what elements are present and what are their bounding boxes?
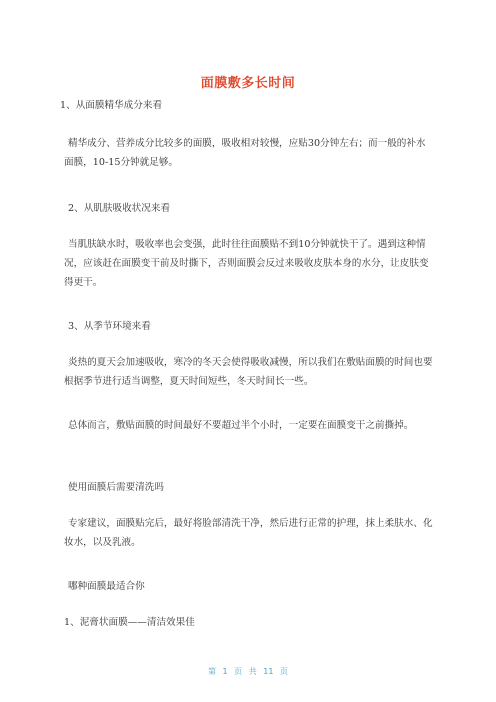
mud-mask-heading: 1、泥膏状面膜——清洁效果佳 (64, 617, 195, 628)
paragraph-3-heading: 3、从季节环境来看 (68, 321, 151, 332)
document-title: 面膜敷多长时间 (200, 76, 296, 91)
cleaning-body: 专家建议，面膜贴完后，最好将脸部清洗干净，然后进行正常的护理，抹上柔肤水、化妆水，以及乳液。 (64, 518, 433, 548)
page-footer: 第 1 页 共 11 页 (208, 667, 288, 676)
mask-type-heading: 哪种面膜最适合你 (68, 581, 145, 592)
summary-paragraph: 总体而言，敷贴面膜的时间最好不要超过半个小时，一定要在面膜变干之前撕掉。 (68, 420, 414, 431)
paragraph-1-body: 精华成分、营养成分比较多的面膜，吸收相对较慢，应贴30分钟左右；而一般的补水面膜，10-15分钟就足够。 (64, 138, 426, 168)
paragraph-2-body: 当肌肤缺水时，吸收率也会变强，此时往往面膜贴不到10分钟就快干了。遇到这种情况，应该赶在面膜变干前及时撕下，否则面膜会反过来吸收皮肤本身的水分，让皮肤变得更干。 (64, 239, 429, 288)
paragraph-3-body: 炎热的夏天会加速吸收，寒冷的冬天会使得吸收减慢，所以我们在敷贴面膜的时间也要根据季节进行适当调整，夏天时间短些，冬天时间长一些。 (64, 357, 433, 387)
paragraph-1-heading: 1、从面膜精华成分来看 (60, 100, 163, 111)
paragraph-2-heading: 2、从肌肤吸收状况来看 (68, 203, 171, 214)
cleaning-heading: 使用面膜后需要清洗吗 (68, 482, 164, 493)
